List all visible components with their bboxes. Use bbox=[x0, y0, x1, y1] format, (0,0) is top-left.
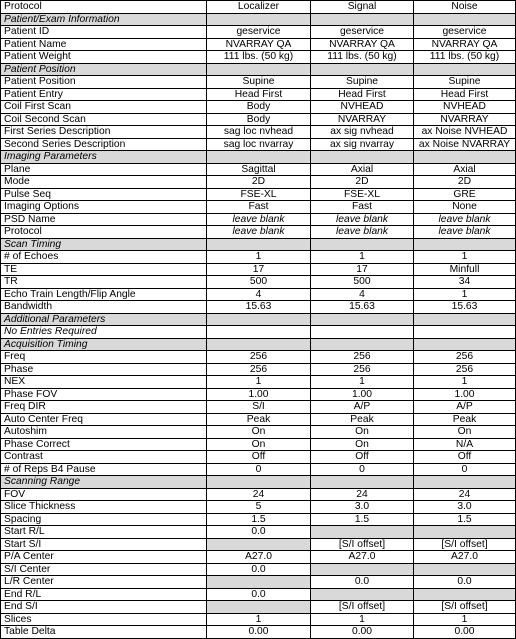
row-label: Phase bbox=[1, 363, 207, 376]
cell-localizer: 1.5 bbox=[207, 513, 311, 526]
table-row bbox=[1, 276, 516, 289]
table-row bbox=[1, 426, 516, 439]
cell-signal: geservice bbox=[311, 26, 414, 39]
cell-localizer: leave blank bbox=[207, 213, 311, 226]
row-label: Contrast bbox=[1, 451, 207, 464]
section-title: Scanning Range bbox=[1, 476, 207, 489]
table-row bbox=[1, 288, 516, 301]
row-label: End R/L bbox=[1, 588, 207, 601]
section-header-row bbox=[1, 151, 516, 164]
cell-signal: [S/I offset] bbox=[311, 601, 414, 614]
section-header-row bbox=[1, 313, 516, 326]
cell-localizer: Fast bbox=[207, 201, 311, 214]
section-empty-cell bbox=[414, 338, 516, 351]
row-label: Autoshim bbox=[1, 426, 207, 439]
cell-localizer: Off bbox=[207, 451, 311, 464]
row-label: First Series Description bbox=[1, 126, 207, 139]
cell-noise: 15.63 bbox=[414, 301, 516, 314]
row-label: # of Reps B4 Pause bbox=[1, 463, 207, 476]
table-row bbox=[1, 563, 516, 576]
row-label: Patient Position bbox=[1, 76, 207, 89]
cell-noise: NVHEAD bbox=[414, 101, 516, 114]
cell-signal: 0 bbox=[311, 463, 414, 476]
header-noise: Noise bbox=[414, 1, 516, 14]
cell-noise: On bbox=[414, 426, 516, 439]
cell-noise: 1 bbox=[414, 376, 516, 389]
row-label: NEX bbox=[1, 376, 207, 389]
row-label: # of Echoes bbox=[1, 251, 207, 264]
cell-noise: Axial bbox=[414, 163, 516, 176]
table-row bbox=[1, 201, 516, 214]
table-row bbox=[1, 301, 516, 314]
cell-noise bbox=[414, 563, 516, 576]
cell-signal: Head First bbox=[311, 88, 414, 101]
table-row bbox=[1, 38, 516, 51]
table-row bbox=[1, 51, 516, 64]
table-row bbox=[1, 26, 516, 39]
cell-noise: 256 bbox=[414, 351, 516, 364]
cell-signal: leave blank bbox=[311, 226, 414, 239]
cell-signal: 500 bbox=[311, 276, 414, 289]
cell-signal: 1.00 bbox=[311, 388, 414, 401]
cell-noise: Peak bbox=[414, 413, 516, 426]
row-label: Patient Entry bbox=[1, 88, 207, 101]
row-label: Slice Thickness bbox=[1, 501, 207, 514]
cell-signal bbox=[311, 588, 414, 601]
cell-signal: Supine bbox=[311, 76, 414, 89]
cell-signal: 1 bbox=[311, 613, 414, 626]
cell-localizer bbox=[207, 601, 311, 614]
cell-noise: 3.0 bbox=[414, 501, 516, 514]
section-title: Imaging Parameters bbox=[1, 151, 207, 164]
row-label: Bandwidth bbox=[1, 301, 207, 314]
cell-signal: On bbox=[311, 426, 414, 439]
cell-localizer: 1 bbox=[207, 613, 311, 626]
section-empty-cell bbox=[311, 476, 414, 489]
cell-signal: 24 bbox=[311, 488, 414, 501]
row-label: Freq DIR bbox=[1, 401, 207, 414]
table-row bbox=[1, 438, 516, 451]
section-empty-cell bbox=[207, 476, 311, 489]
cell-noise: 0 bbox=[414, 463, 516, 476]
section-empty-cell bbox=[414, 63, 516, 76]
section-title: Scan Timing bbox=[1, 238, 207, 251]
section-title: Acquisition Timing bbox=[1, 338, 207, 351]
cell-localizer bbox=[207, 326, 311, 339]
cell-localizer: 256 bbox=[207, 363, 311, 376]
table-row bbox=[1, 388, 516, 401]
cell-signal: ax sig nvhead bbox=[311, 126, 414, 139]
cell-noise: 34 bbox=[414, 276, 516, 289]
cell-noise: leave blank bbox=[414, 226, 516, 239]
section-header-row bbox=[1, 238, 516, 251]
cell-noise: leave blank bbox=[414, 213, 516, 226]
row-label: Coil First Scan bbox=[1, 101, 207, 114]
cell-localizer: 256 bbox=[207, 351, 311, 364]
row-label: Slices bbox=[1, 613, 207, 626]
table-row bbox=[1, 363, 516, 376]
cell-signal: 111 lbs. (50 kg) bbox=[311, 51, 414, 64]
cell-localizer: 24 bbox=[207, 488, 311, 501]
row-label: End S/I bbox=[1, 601, 207, 614]
section-empty-cell bbox=[207, 151, 311, 164]
cell-noise: 2D bbox=[414, 176, 516, 189]
cell-localizer: Body bbox=[207, 113, 311, 126]
table-row bbox=[1, 501, 516, 514]
section-empty-cell bbox=[311, 151, 414, 164]
cell-localizer bbox=[207, 538, 311, 551]
cell-signal: 15.63 bbox=[311, 301, 414, 314]
table-row bbox=[1, 213, 516, 226]
table-row bbox=[1, 326, 516, 339]
cell-noise: Supine bbox=[414, 76, 516, 89]
cell-noise bbox=[414, 326, 516, 339]
section-header-row bbox=[1, 476, 516, 489]
table-row bbox=[1, 588, 516, 601]
row-label: Pulse Seq bbox=[1, 188, 207, 201]
cell-localizer: Body bbox=[207, 101, 311, 114]
table-row bbox=[1, 226, 516, 239]
cell-localizer: 17 bbox=[207, 263, 311, 276]
cell-localizer: 15.63 bbox=[207, 301, 311, 314]
cell-localizer: 500 bbox=[207, 276, 311, 289]
table-row bbox=[1, 513, 516, 526]
section-header-row bbox=[1, 338, 516, 351]
cell-signal: 4 bbox=[311, 288, 414, 301]
table-row bbox=[1, 376, 516, 389]
cell-localizer: A27.0 bbox=[207, 551, 311, 564]
cell-noise: A/P bbox=[414, 401, 516, 414]
row-label: PSD Name bbox=[1, 213, 207, 226]
cell-noise: 0.00 bbox=[414, 626, 516, 639]
cell-localizer bbox=[207, 576, 311, 589]
cell-noise: [S/I offset] bbox=[414, 601, 516, 614]
cell-signal: 3.0 bbox=[311, 501, 414, 514]
row-label: Patient Name bbox=[1, 38, 207, 51]
cell-noise: 1.5 bbox=[414, 513, 516, 526]
cell-localizer: 4 bbox=[207, 288, 311, 301]
cell-localizer: Head First bbox=[207, 88, 311, 101]
cell-localizer: Supine bbox=[207, 76, 311, 89]
section-empty-cell bbox=[414, 476, 516, 489]
row-label: L/R Center bbox=[1, 576, 207, 589]
row-label: S/I Center bbox=[1, 563, 207, 576]
cell-signal: ax sig nvarray bbox=[311, 138, 414, 151]
cell-signal: FSE-XL bbox=[311, 188, 414, 201]
cell-signal: NVARRAY QA bbox=[311, 38, 414, 51]
row-label: Imaging Options bbox=[1, 201, 207, 214]
cell-signal bbox=[311, 563, 414, 576]
cell-localizer: 5 bbox=[207, 501, 311, 514]
table-row bbox=[1, 126, 516, 139]
section-empty-cell bbox=[414, 151, 516, 164]
cell-localizer: sag loc nvhead bbox=[207, 126, 311, 139]
row-label: Second Series Description bbox=[1, 138, 207, 151]
table-row bbox=[1, 351, 516, 364]
cell-localizer: Sagittal bbox=[207, 163, 311, 176]
header-signal: Signal bbox=[311, 1, 414, 14]
cell-signal: 1 bbox=[311, 251, 414, 264]
table-row bbox=[1, 176, 516, 189]
cell-noise: 1 bbox=[414, 251, 516, 264]
section-empty-cell bbox=[207, 63, 311, 76]
table-row bbox=[1, 188, 516, 201]
cell-noise bbox=[414, 526, 516, 539]
cell-signal bbox=[311, 326, 414, 339]
cell-signal: [S/I offset] bbox=[311, 538, 414, 551]
section-header-row bbox=[1, 63, 516, 76]
cell-signal: 1.5 bbox=[311, 513, 414, 526]
cell-noise: Off bbox=[414, 451, 516, 464]
cell-localizer: leave blank bbox=[207, 226, 311, 239]
cell-signal: A/P bbox=[311, 401, 414, 414]
row-label: Auto Center Freq bbox=[1, 413, 207, 426]
cell-noise: ax Noise NVARRAY bbox=[414, 138, 516, 151]
table-row bbox=[1, 551, 516, 564]
cell-signal: 1 bbox=[311, 376, 414, 389]
section-header-row bbox=[1, 13, 516, 26]
cell-noise: ax Noise NVHEAD bbox=[414, 126, 516, 139]
table-row bbox=[1, 113, 516, 126]
cell-localizer: 0.0 bbox=[207, 563, 311, 576]
cell-localizer: 1 bbox=[207, 376, 311, 389]
section-empty-cell bbox=[207, 338, 311, 351]
cell-signal: NVHEAD bbox=[311, 101, 414, 114]
cell-localizer: geservice bbox=[207, 26, 311, 39]
row-label: Freq bbox=[1, 351, 207, 364]
table-row bbox=[1, 526, 516, 539]
cell-signal: NVARRAY bbox=[311, 113, 414, 126]
table-row bbox=[1, 413, 516, 426]
cell-noise: A27.0 bbox=[414, 551, 516, 564]
row-label: Patient ID bbox=[1, 26, 207, 39]
cell-noise: NVARRAY bbox=[414, 113, 516, 126]
table-row bbox=[1, 451, 516, 464]
cell-noise: None bbox=[414, 201, 516, 214]
section-empty-cell bbox=[414, 313, 516, 326]
cell-signal: 0.0 bbox=[311, 576, 414, 589]
cell-signal: 256 bbox=[311, 363, 414, 376]
row-label: FOV bbox=[1, 488, 207, 501]
section-empty-cell bbox=[311, 238, 414, 251]
table-row bbox=[1, 463, 516, 476]
section-empty-cell bbox=[311, 313, 414, 326]
cell-localizer: 0.0 bbox=[207, 526, 311, 539]
cell-noise: geservice bbox=[414, 26, 516, 39]
table-row bbox=[1, 163, 516, 176]
cell-signal: 0.00 bbox=[311, 626, 414, 639]
section-empty-cell bbox=[311, 63, 414, 76]
row-label: Coil Second Scan bbox=[1, 113, 207, 126]
table-row bbox=[1, 88, 516, 101]
section-title: Additional Parameters bbox=[1, 313, 207, 326]
cell-localizer: sag loc nvarray bbox=[207, 138, 311, 151]
section-empty-cell bbox=[414, 13, 516, 26]
cell-localizer: NVARRAY QA bbox=[207, 38, 311, 51]
table-row bbox=[1, 488, 516, 501]
table-row bbox=[1, 76, 516, 89]
section-empty-cell bbox=[207, 238, 311, 251]
cell-localizer: 2D bbox=[207, 176, 311, 189]
cell-localizer: 111 lbs. (50 kg) bbox=[207, 51, 311, 64]
protocol-table-body bbox=[1, 1, 516, 639]
header-protocol: Protocol bbox=[1, 1, 207, 14]
table-row bbox=[1, 601, 516, 614]
table-row bbox=[1, 263, 516, 276]
section-empty-cell bbox=[207, 13, 311, 26]
section-title: Patient Position bbox=[1, 63, 207, 76]
section-empty-cell bbox=[311, 338, 414, 351]
row-label: Patient Weight bbox=[1, 51, 207, 64]
cell-signal: A27.0 bbox=[311, 551, 414, 564]
cell-signal: On bbox=[311, 438, 414, 451]
cell-localizer: S/I bbox=[207, 401, 311, 414]
row-label: TE bbox=[1, 263, 207, 276]
cell-localizer: 0 bbox=[207, 463, 311, 476]
cell-noise: 111 lbs. (50 kg) bbox=[414, 51, 516, 64]
cell-signal bbox=[311, 526, 414, 539]
cell-noise bbox=[414, 588, 516, 601]
section-empty-cell bbox=[207, 313, 311, 326]
cell-noise: 1.00 bbox=[414, 388, 516, 401]
cell-signal: Peak bbox=[311, 413, 414, 426]
table-row bbox=[1, 626, 516, 639]
row-label: P/A Center bbox=[1, 551, 207, 564]
section-title: Patient/Exam Information bbox=[1, 13, 207, 26]
cell-signal: Off bbox=[311, 451, 414, 464]
table-row bbox=[1, 251, 516, 264]
row-label: TR bbox=[1, 276, 207, 289]
cell-noise: 0.0 bbox=[414, 576, 516, 589]
cell-localizer: 1.00 bbox=[207, 388, 311, 401]
cell-noise: 1 bbox=[414, 288, 516, 301]
row-label: Start R/L bbox=[1, 526, 207, 539]
row-label: Table Delta bbox=[1, 626, 207, 639]
cell-noise: 24 bbox=[414, 488, 516, 501]
row-label: Start S/I bbox=[1, 538, 207, 551]
cell-localizer: On bbox=[207, 426, 311, 439]
row-label: Echo Train Length/Flip Angle bbox=[1, 288, 207, 301]
cell-signal: Axial bbox=[311, 163, 414, 176]
cell-noise: 1 bbox=[414, 613, 516, 626]
table-row bbox=[1, 538, 516, 551]
section-empty-cell bbox=[414, 238, 516, 251]
cell-noise: 256 bbox=[414, 363, 516, 376]
header-row bbox=[1, 1, 516, 14]
table-row bbox=[1, 101, 516, 114]
row-label: Plane bbox=[1, 163, 207, 176]
cell-localizer: 0.0 bbox=[207, 588, 311, 601]
row-label: Phase FOV bbox=[1, 388, 207, 401]
row-label: Phase Correct bbox=[1, 438, 207, 451]
table-row bbox=[1, 576, 516, 589]
cell-signal: Fast bbox=[311, 201, 414, 214]
cell-signal: leave blank bbox=[311, 213, 414, 226]
cell-signal: 2D bbox=[311, 176, 414, 189]
cell-localizer: FSE-XL bbox=[207, 188, 311, 201]
cell-noise: N/A bbox=[414, 438, 516, 451]
cell-noise: Head First bbox=[414, 88, 516, 101]
cell-signal: 17 bbox=[311, 263, 414, 276]
cell-noise: NVARRAY QA bbox=[414, 38, 516, 51]
table-row bbox=[1, 401, 516, 414]
cell-signal: 256 bbox=[311, 351, 414, 364]
row-label: Spacing bbox=[1, 513, 207, 526]
cell-localizer: On bbox=[207, 438, 311, 451]
table-row bbox=[1, 613, 516, 626]
cell-localizer: Peak bbox=[207, 413, 311, 426]
row-label: Protocol bbox=[1, 226, 207, 239]
cell-noise: Minfull bbox=[414, 263, 516, 276]
header-localizer: Localizer bbox=[207, 1, 311, 14]
section-empty-cell bbox=[311, 13, 414, 26]
cell-noise: GRE bbox=[414, 188, 516, 201]
cell-localizer: 1 bbox=[207, 251, 311, 264]
row-label: No Entries Required bbox=[1, 326, 207, 339]
cell-localizer: 0.00 bbox=[207, 626, 311, 639]
cell-noise: [S/I offset] bbox=[414, 538, 516, 551]
row-label: Mode bbox=[1, 176, 207, 189]
table-row bbox=[1, 138, 516, 151]
